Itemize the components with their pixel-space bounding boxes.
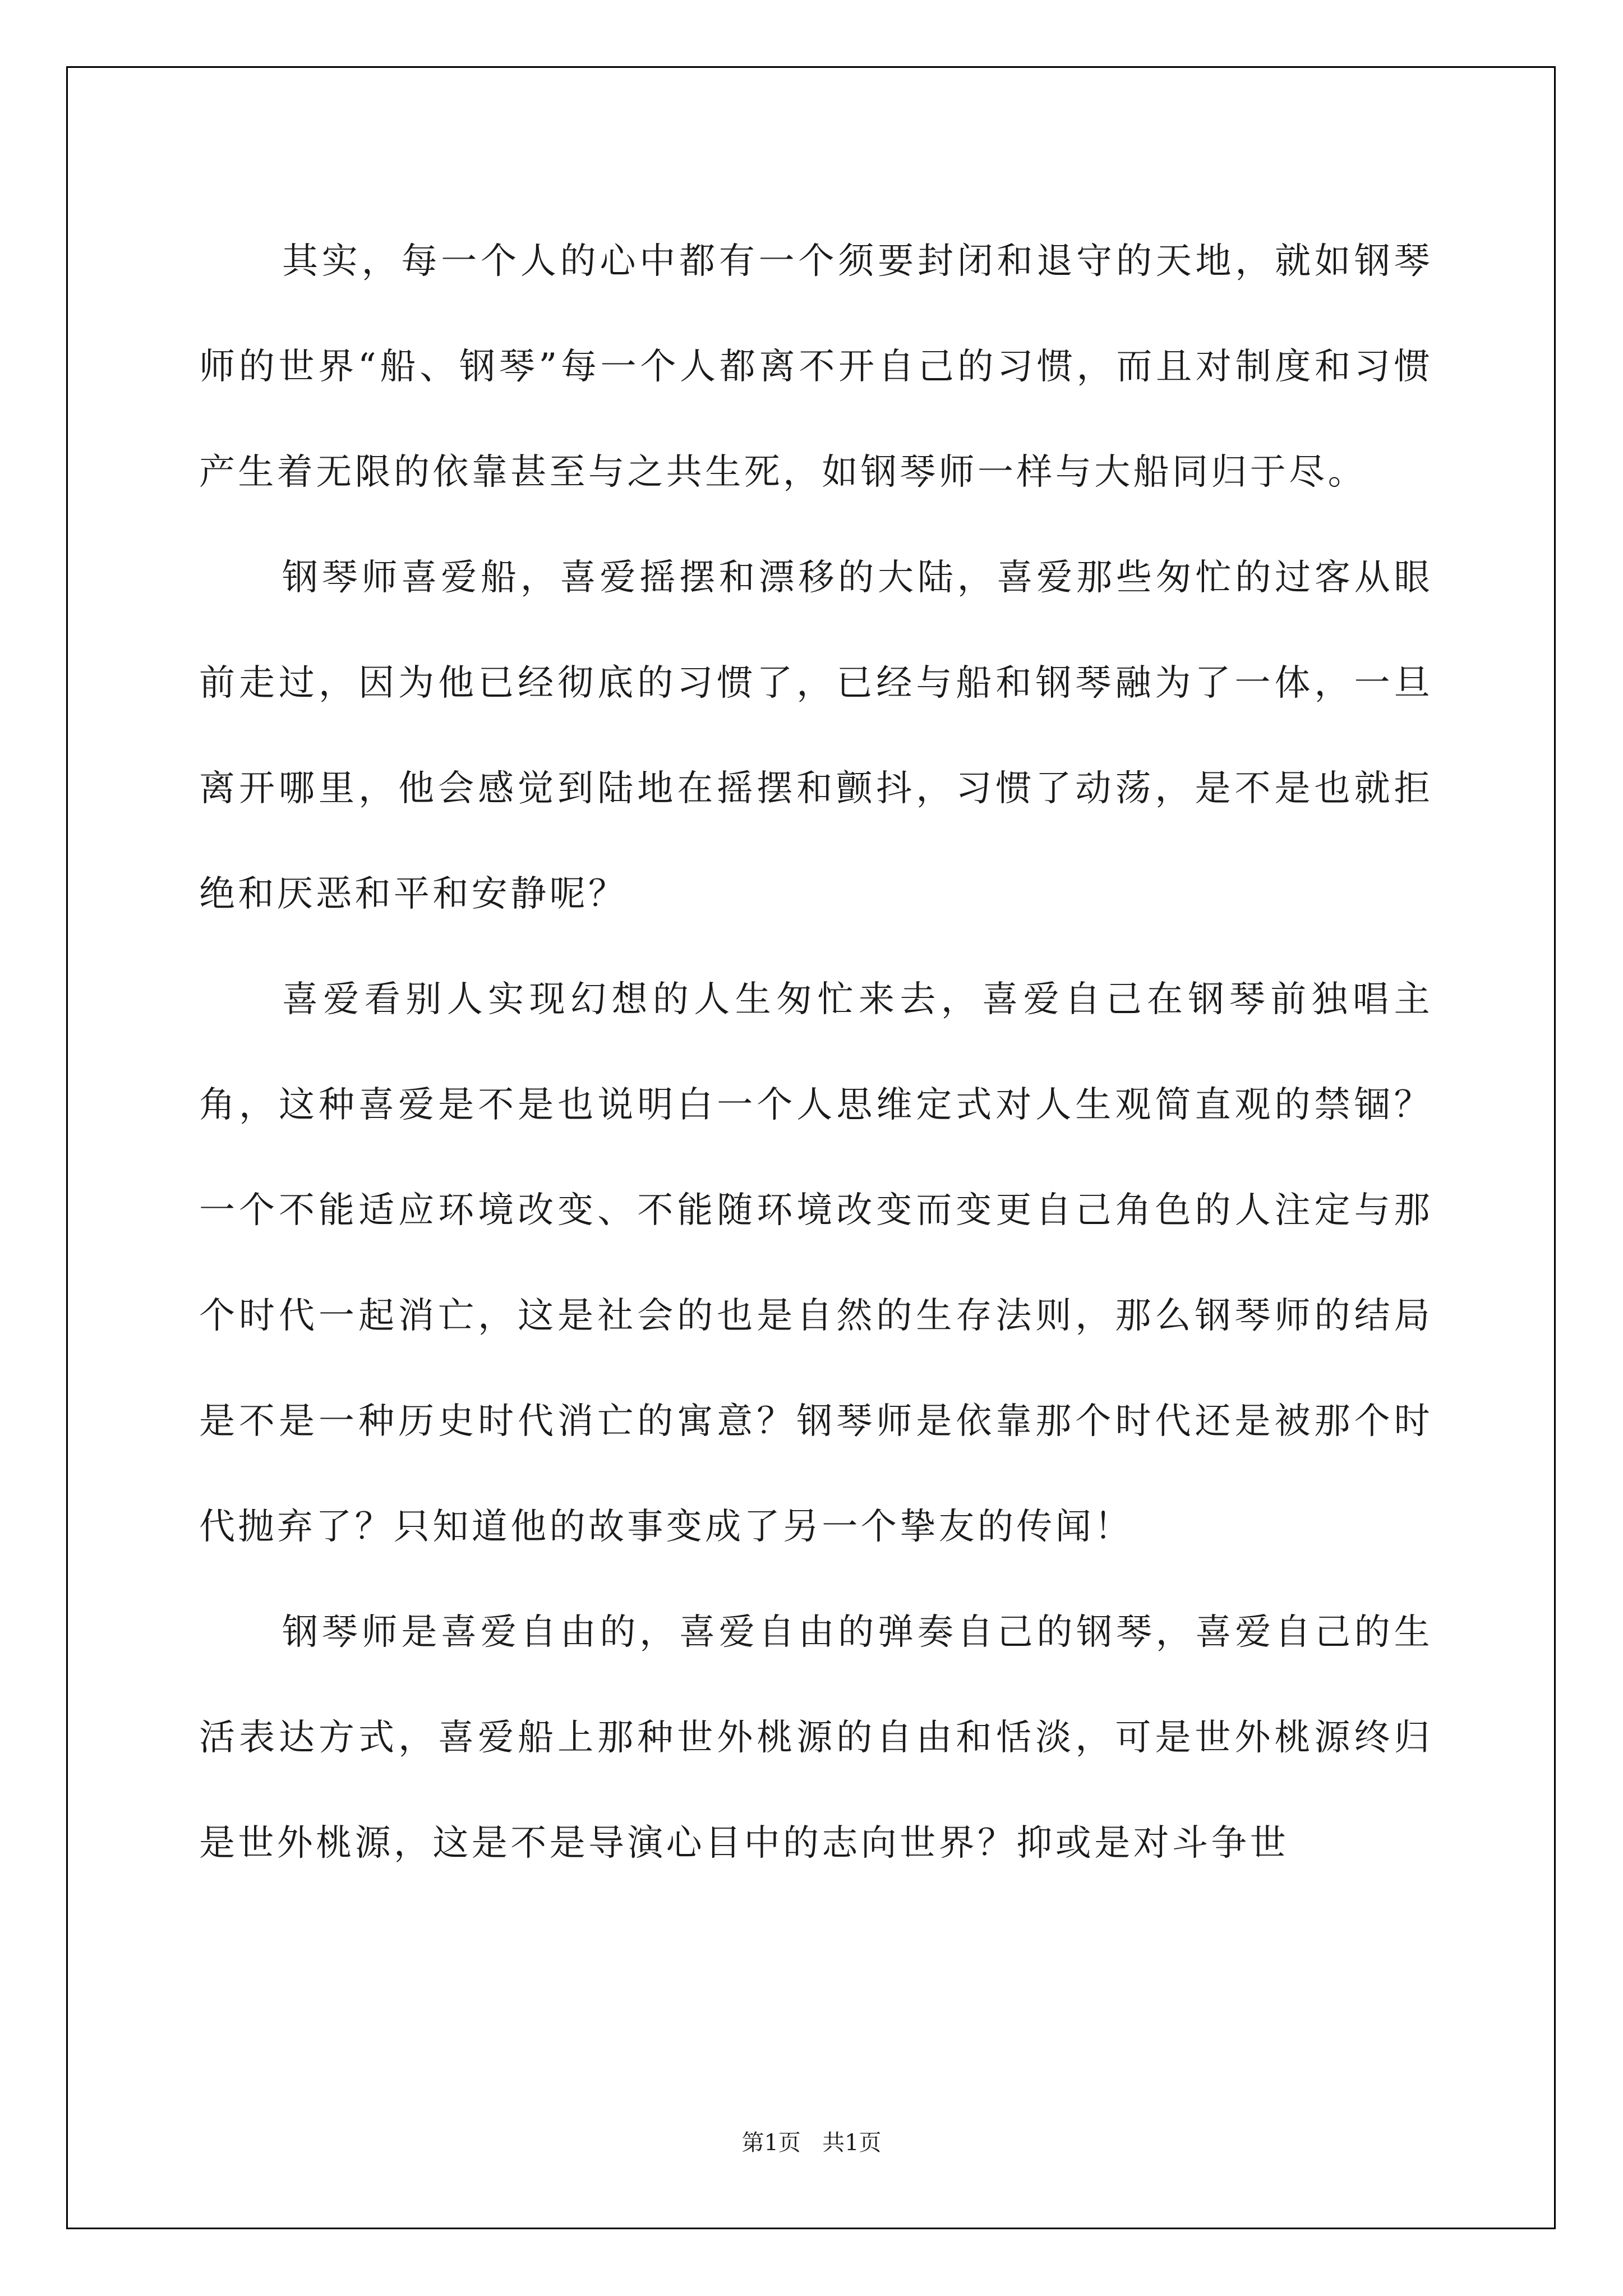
page-footer [0,2125,1623,2157]
paragraph-1: 其实，每一个人的心中都有一个须要封闭和退守的天地，就如钢琴师的世界“船、钢琴”每一个人都离不开自己的习惯，而且对制度和习惯产生着无限的依靠甚至与之共生死，如钢琴师一样与大船同归于尽。 [199,241,1433,493]
paragraph-4: 钢琴师是喜爱自由的，喜爱自由的弹奏自己的钢琴，喜爱自己的生活表达方式，喜爱船上那种世外桃源的自由和恬淡，可是世外桃源终归是世外桃源，这是不是导演心目中的志向世界？抑或是对斗争世 [199,1612,1433,1864]
page-total: 共1页 [822,2130,882,2156]
paragraph-2: 钢琴师喜爱船，喜爱摇摆和漂移的大陆，喜爱那些匆忙的过客从眼前走过，因为他已经彻底的习惯了，已经与船和钢琴融为了一体，一旦离开哪里，他会感觉到陆地在摇摆和颤抖，习惯了动荡，是不是也就拒绝和厌恶和平和安静呢？ [199,557,1433,915]
document-body [199,209,1433,1896]
paragraph-3: 喜爱看别人实现幻想的人生匆忙来去，喜爱自己在钢琴前独唱主角，这种喜爱是不是也说明白一个人思维定式对人生观简直观的禁锢？一个不能适应环境改变、不能随环境改变而变更自己角色的人注定与那个时代一起消亡，这是社会的也是自然的生存法则，那么钢琴师的结局是不是一种历史时代消亡的寓意？钢琴师是依靠那个时代还是被那个时代抛弃了？只知道他的故事变成了另一个挚友的传闻！ [199,979,1433,1548]
page-number: 第1页 [741,2130,801,2156]
